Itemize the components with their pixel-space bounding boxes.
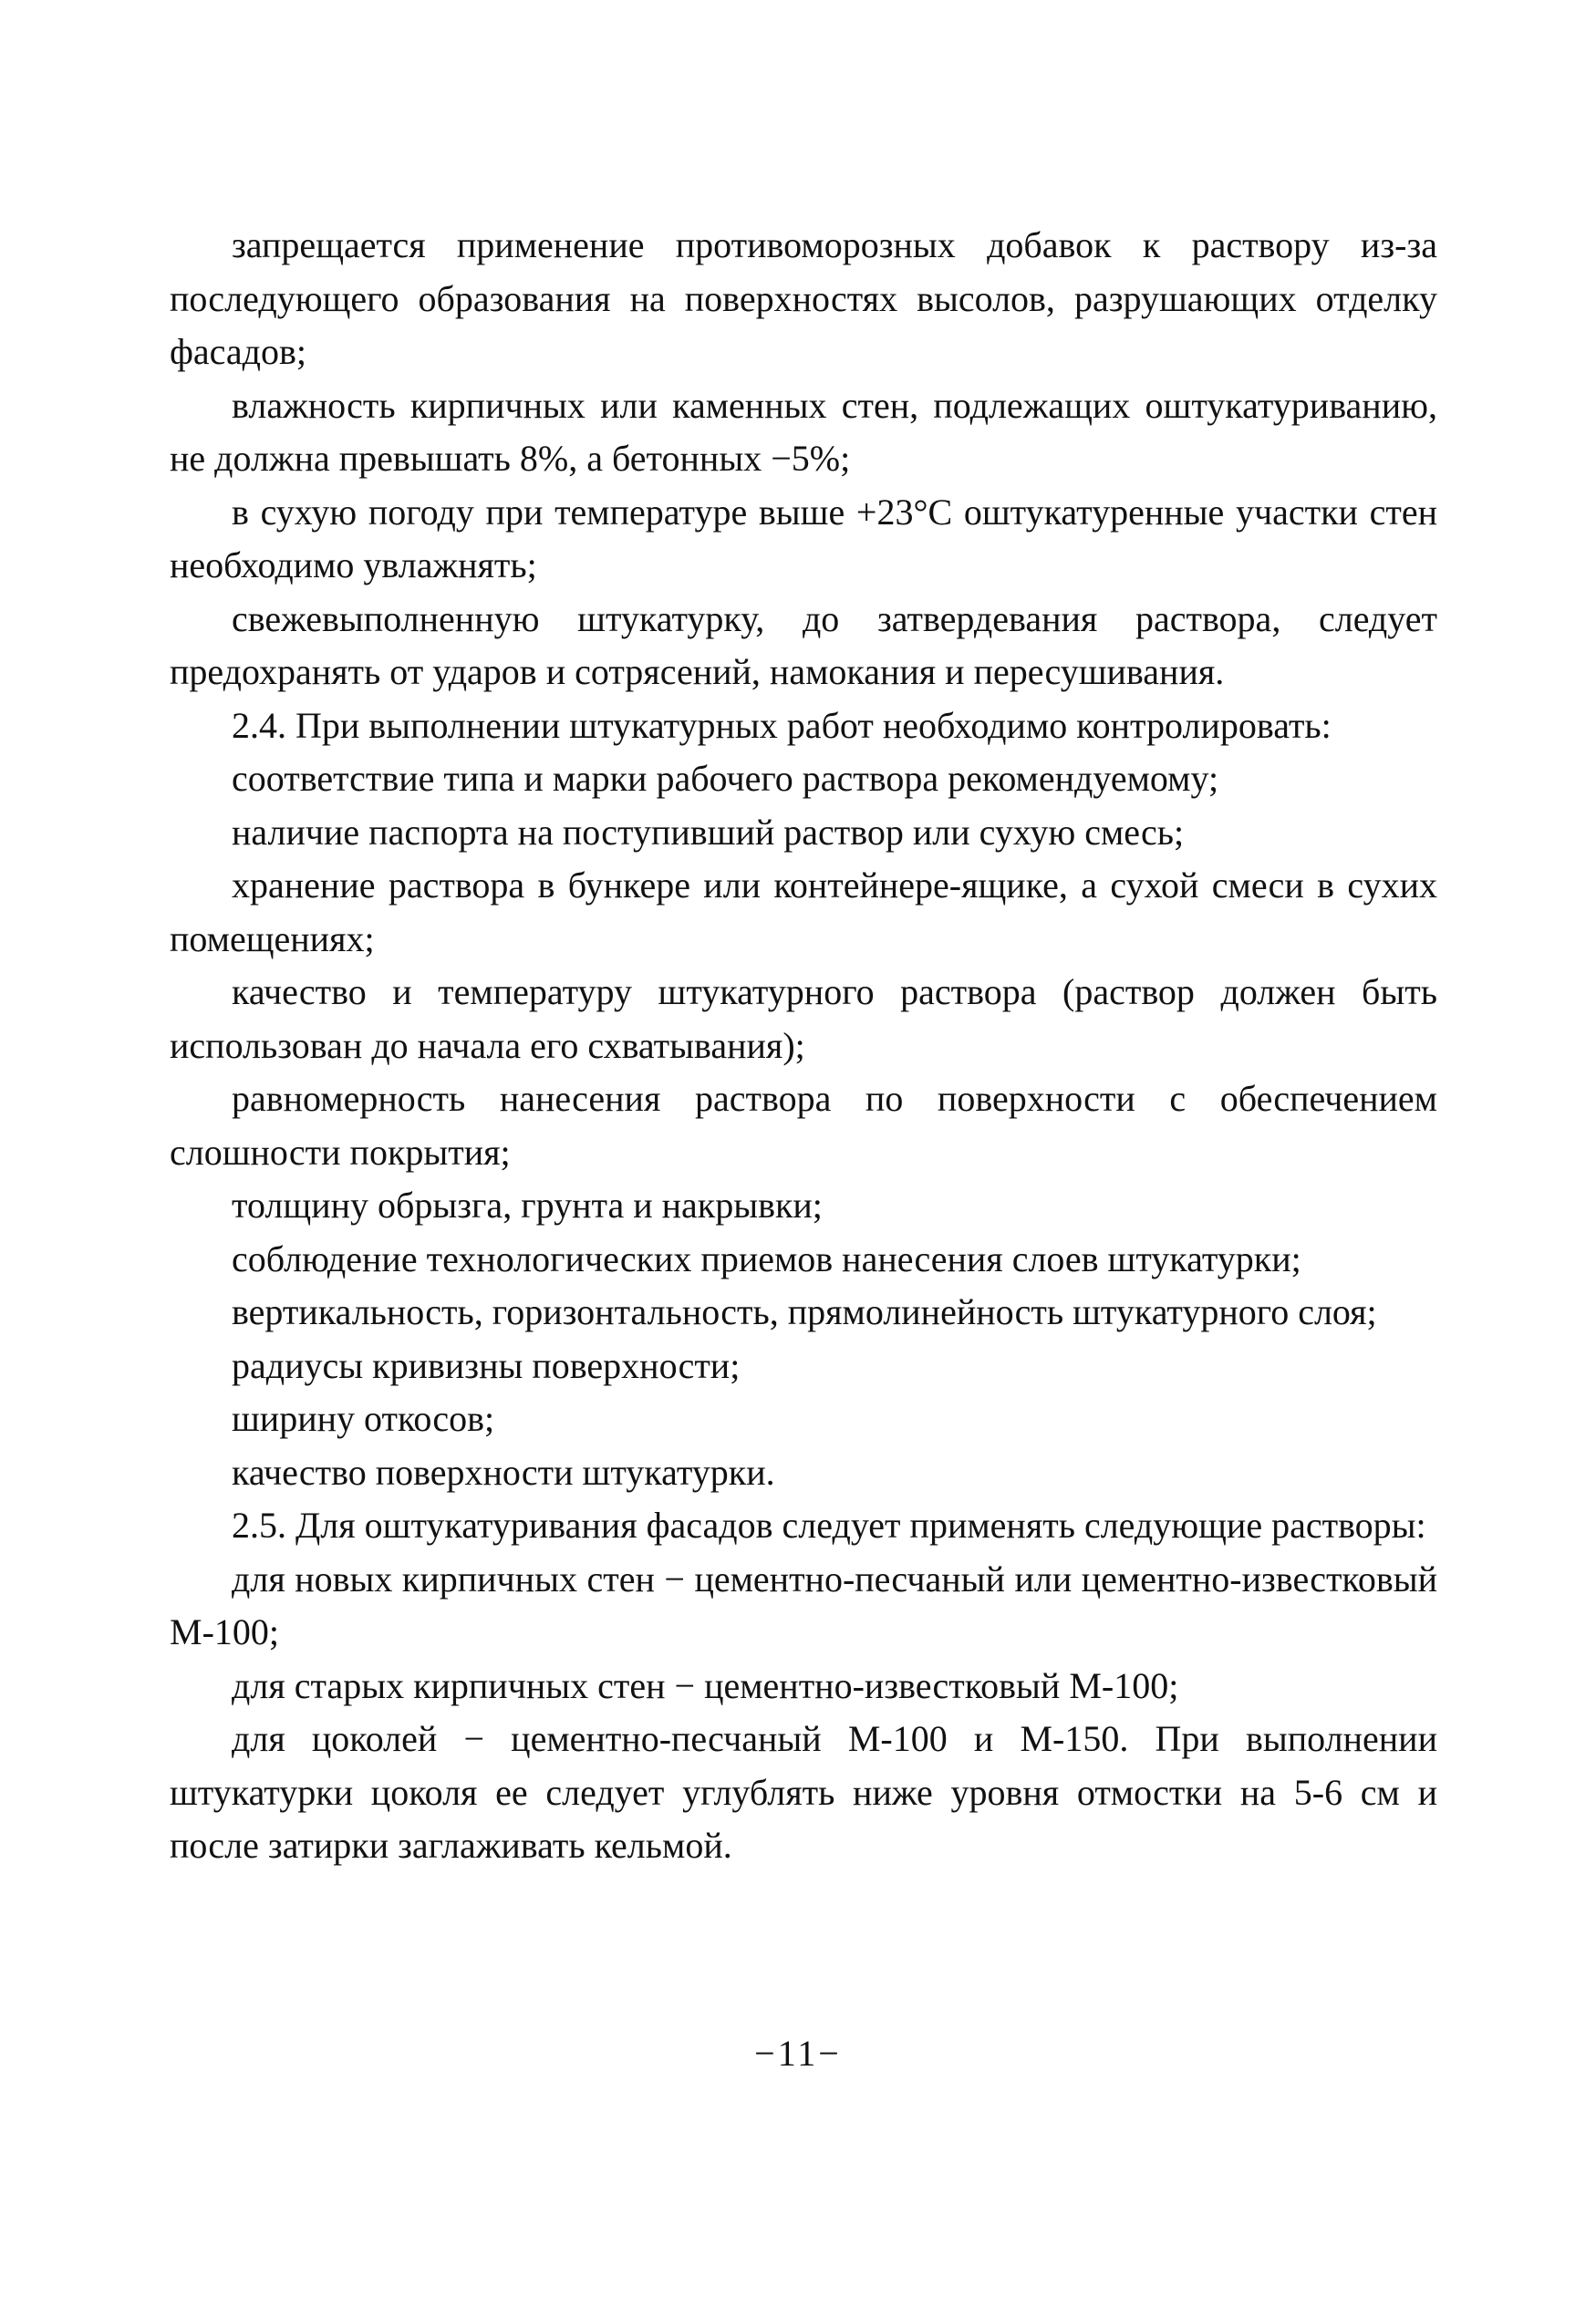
paragraph-antifreeze-ban: запрещается применение противоморозных добавок к раствору из-за последующего образования на поверхностях высолов, разрушающих отделку фасадов; <box>170 224 1437 372</box>
list-item: хранение раствора в бункере или контейнере-ящике, а сухой смеси в сухих помещениях; <box>170 865 1437 959</box>
paragraph-section-2-5: 2.5. Для оштукатуривания фасадов следует применять следующие растворы: <box>232 1505 1426 1546</box>
list-item: равномерность нанесения раствора по поверхности с обеспечением слошности покрытия; <box>170 1078 1437 1173</box>
list-item: радиусы кривизны поверхности; <box>232 1344 741 1386</box>
paragraph-dry-weather: в сухую погоду при температуре выше +23°С оштукатуренные участки стен необходимо увлажнять; <box>170 491 1437 585</box>
list-item: ширину откосов; <box>232 1398 495 1439</box>
list-item: качество поверхности штукатурки. <box>232 1451 775 1493</box>
list-item: соответствие типа и марки рабочего раствора рекомендуемому; <box>232 758 1219 799</box>
list-item: толщину обрызга, грунта и накрывки; <box>232 1185 823 1226</box>
paragraph-section-2-4: 2.4. При выполнении штукатурных работ необходимо контролировать: <box>232 704 1332 746</box>
paragraph-fresh-plaster: свежевыполненную штукатурку, до затвердевания раствора, следует предохранять от ударов и сотрясений, намокания и пересушивания. <box>170 597 1437 692</box>
list-item: качество и температуру штукатурного раствора (раствор должен быть использован до начала его схватывания); <box>170 971 1437 1066</box>
list-item: для старых кирпичных стен − цементно-известковый М-100; <box>232 1664 1179 1706</box>
page-number: −11− <box>754 2033 842 2074</box>
body-text <box>170 219 1437 1873</box>
list-item: вертикальность, горизонтальность, прямолинейность штукатурного слоя; <box>232 1291 1377 1332</box>
list-item: для новых кирпичных стен − цементно-песчаный или цементно-известковый М-100; <box>170 1558 1437 1652</box>
list-item: соблюдение технологических приемов нанесения слоев штукатурки; <box>232 1237 1301 1279</box>
list-item: для цоколей − цементно-песчаный М-100 и М-150. При выполнении штукатурки цоколя ее следует углублять ниже уровня отмостки на 5-6 см и после затирки заглаживать кельмой. <box>170 1718 1437 1866</box>
paragraph-wall-moisture: влажность кирпичных или каменных стен, подлежащих оштукатуриванию, не должна превышать 8%, а бетонных −5%; <box>170 384 1437 479</box>
list-item: наличие паспорта на поступивший раствор или сухую смесь; <box>232 811 1185 853</box>
